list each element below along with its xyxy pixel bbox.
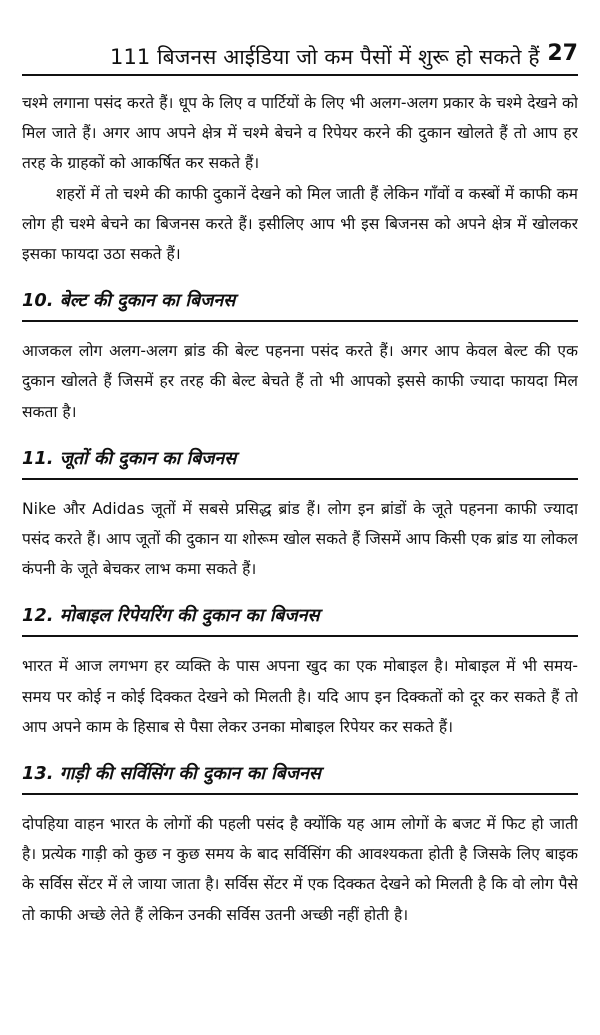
section-heading-10: 10. बेल्ट की दुकान का बिजनस <box>22 269 578 322</box>
page-header <box>22 40 578 74</box>
header-rule <box>22 74 578 76</box>
intro-paragraph-2: शहरों में तो चश्मे की काफी दुकानें देखने को मिल जाती हैं लेकिन गाँवों व कस्बों में काफी कम लोग ही चश्मे बेचने का बिजनस करते हैं। इसीलिए आप भी इस बिजनस को अपने क्षेत्र में खोलकर इसका फायदा उठा सकते हैं। <box>22 184 578 264</box>
section-body-10: आजकल लोग अलग-अलग ब्रांड की बेल्ट पहनना पसंद करते हैं। अगर आप केवल बेल्ट की एक दुकान खोलते हैं जिसमें हर तरह की बेल्ट बेचते हैं तो भी आपको इससे काफी ज्यादा फायदा मिल सकता है। <box>22 342 578 421</box>
section-heading-12: 12. मोबाइल रिपेयरिंग की दुकान का बिजनस <box>22 584 578 637</box>
intro-paragraph-1: चश्मे लगाना पसंद करते हैं। धूप के लिए व पार्टियों के लिए भी अलग-अलग प्रकार के चश्मे देखने को मिल जाते हैं। अगर आप अपने क्षेत्र में चश्मे बेचने व रिपेयर करने की दुकान खोलते हैं तो आप हर तरह के ग्राहकों को आकर्षित कर सकते हैं। <box>22 94 578 173</box>
section-body-12: भारत में आज लगभग हर व्यक्ति के पास अपना खुद का एक मोबाइल है। मोबाइल में भी समय-समय पर कोई न कोई दिक्कत देखने को मिलती है। यदि आप इन दिक्कतों को दूर कर सकते हैं तो आप अपने काम के हिसाब से पैसा लेकर उनका मोबाइल रिपेयर कर सकते हैं। <box>22 657 578 736</box>
page-content <box>22 88 578 930</box>
section-body-13: दोपहिया वाहन भारत के लोगों की पहली पसंद है क्योंकि यह आम लोगों के बजट में फिट हो जाती है। प्रत्येक गाड़ी को कुछ न कुछ समय के बाद सर्विसिंग की आवश्यकता होती है जिसके लिए बाइक के सर्विस सेंटर में ले जाया जाता है। सर्विस सेंटर में एक दिक्कत देखने को मिलती है कि वो लोग पैसे तो काफी अच्छे लेते हैं लेकिन उनकी सर्विस उतनी अच्छी नहीं होती है। <box>22 815 578 924</box>
section-body-11: Nike और Adidas जूतों में सबसे प्रसिद्ध ब्रांड हैं। लोग इन ब्रांडों के जूते पहनना काफी ज्यादा पसंद करते हैं। आप जूतों की दुकान या शोरूम खोल सकते हैं जिसमें आप किसी एक ब्रांड या लोकल कंपनी के जूते बेचकर लाभ कमा सकते हैं। <box>22 499 578 579</box>
book-page <box>22 40 578 1030</box>
page-number: 27 <box>547 41 578 66</box>
running-title: 111 बिजनस आईडिया जो कम पैसों में शुरू हो सकते हैं <box>110 45 540 69</box>
section-heading-13: 13. गाड़ी की सर्विसिंग की दुकान का बिजनस <box>22 742 578 795</box>
section-heading-11: 11. जूतों की दुकान का बिजनस <box>22 427 578 480</box>
